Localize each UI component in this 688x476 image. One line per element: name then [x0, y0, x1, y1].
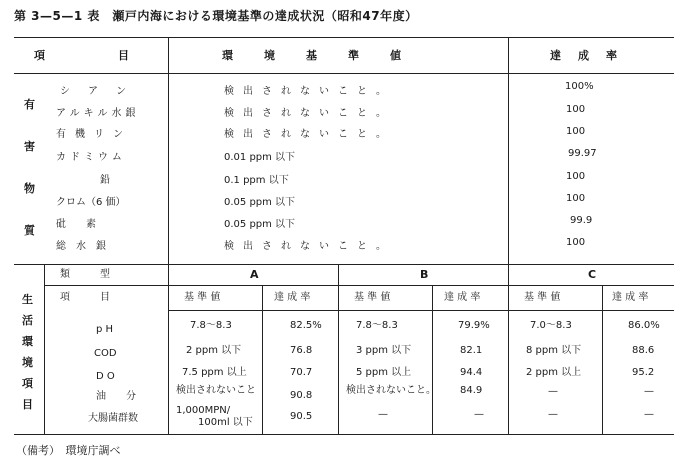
standard-header: 環 境 基 準 値 [222, 49, 404, 62]
harmful-item: クロム（6 価） [56, 197, 126, 208]
harmful-rate: 99.97 [568, 148, 597, 159]
a-standard: 1,000MPN/ [176, 405, 231, 416]
harmful-rate: 100 [566, 193, 586, 204]
type-b-rate-rule [432, 285, 433, 434]
harmful-category-label: 物 [24, 182, 35, 195]
b-standard: 検出されないこと。 [346, 385, 436, 396]
harmful-standard: 0.05 ppm 以下 [224, 197, 296, 208]
a-rate: 70.7 [290, 367, 313, 378]
living-item-label: 項 目 [60, 292, 110, 303]
harmful-item: カドミウム [56, 152, 126, 163]
a-standard: 7.5 ppm 以上 [182, 367, 247, 378]
harmful-rate: 99.9 [570, 215, 593, 226]
subheader-rule [168, 310, 674, 311]
b-standard: 7.8〜8.3 [356, 320, 398, 331]
type-c-header: C [588, 268, 600, 281]
harmful-rate: 100% [565, 81, 594, 92]
sub-standard-header: 基 準 値 [184, 292, 221, 303]
category-rule [44, 264, 45, 434]
sub-rate-header: 達 成 率 [444, 292, 481, 303]
a-rate: 76.8 [290, 345, 313, 356]
b-rate: 94.4 [460, 367, 483, 378]
c-standard: 8 ppm 以下 [526, 345, 582, 356]
sub-rate-header: 達 成 率 [274, 292, 311, 303]
table-top-rule [14, 37, 674, 38]
type-label: 類 型 [60, 269, 110, 280]
harmful-rate: 100 [566, 126, 586, 137]
harmful-item: 砒 素 [56, 219, 96, 230]
harmful-standard: 検出されないこと。 [224, 86, 395, 97]
harmful-item-rule [168, 37, 169, 264]
sub-standard-header: 基 準 値 [354, 292, 391, 303]
table-title: 第 3—5—1 表 瀬戸内海における環境基準の達成状況（昭和47年度） [14, 9, 418, 23]
b-standard: — [378, 409, 388, 420]
harmful-rate: 100 [566, 237, 586, 248]
item-header: 項 目 [34, 49, 132, 62]
harmful-rate-rule [508, 37, 509, 264]
type-a-header: A [250, 268, 262, 281]
b-rate: 82.1 [460, 345, 483, 356]
a-standard: 7.8〜8.3 [190, 320, 232, 331]
a-standard: 検出されないこと [176, 385, 256, 396]
c-rate: 95.2 [632, 367, 655, 378]
type-row-rule [44, 285, 674, 286]
type-bc-rule [508, 264, 509, 434]
header-bottom-rule [14, 73, 674, 74]
living-item: p H [96, 324, 114, 335]
sub-standard-header: 基 準 値 [524, 292, 561, 303]
living-category-label: 環 [22, 335, 33, 348]
c-standard: — [548, 409, 558, 420]
living-item-rule [168, 264, 169, 434]
c-standard: 2 ppm 以上 [526, 367, 582, 378]
type-a-rate-rule [262, 285, 263, 434]
sub-rate-header: 達 成 率 [612, 292, 649, 303]
harmful-rate: 100 [566, 171, 586, 182]
c-standard: 7.0〜8.3 [530, 320, 572, 331]
a-rate: 90.8 [290, 390, 313, 401]
type-c-rate-rule [602, 285, 603, 434]
harmful-standard: 検出されないこと。 [224, 129, 395, 140]
a-rate: 82.5% [290, 320, 322, 331]
table-bottom-rule [14, 434, 674, 435]
b-standard: 3 ppm 以下 [356, 345, 412, 356]
a-standard: 2 ppm 以下 [186, 345, 242, 356]
b-standard: 5 ppm 以上 [356, 367, 412, 378]
harmful-item: アルキル水銀 [56, 108, 140, 119]
living-item: COD [94, 348, 117, 359]
living-category-label: 活 [22, 314, 33, 327]
living-category-label: 境 [22, 356, 33, 369]
harmful-rate: 100 [566, 104, 586, 115]
living-category-label: 生 [22, 293, 33, 306]
harmful-category-label: 有 [24, 98, 35, 111]
harmful-category-label: 害 [24, 140, 35, 153]
harmful-standard: 検出されないこと。 [224, 241, 395, 252]
harmful-standard: 0.1 ppm 以下 [224, 175, 289, 186]
living-item: D O [96, 371, 115, 382]
c-rate: — [644, 386, 654, 397]
c-standard: — [548, 386, 558, 397]
b-rate: — [474, 409, 484, 420]
coliform-unit: 100ml 以下 [198, 417, 253, 428]
footnote: （備考） 環境庁調べ [16, 444, 121, 457]
type-ab-rule [338, 264, 339, 434]
harmful-standard: 0.01 ppm 以下 [224, 152, 296, 163]
c-rate: 86.0% [628, 320, 660, 331]
living-item: 大腸菌群数 [88, 413, 138, 424]
harmful-item: 鉛 [100, 175, 110, 186]
living-category-label: 項 [22, 377, 33, 390]
c-rate: 88.6 [632, 345, 655, 356]
c-rate: — [644, 409, 654, 420]
harmful-category-label: 質 [24, 224, 35, 237]
type-b-header: B [420, 268, 432, 281]
section-divider-rule [14, 264, 674, 265]
living-category-label: 目 [22, 398, 33, 411]
harmful-item: シ ア ン [60, 86, 130, 97]
harmful-item: 有機リン [56, 129, 132, 140]
b-rate: 84.9 [460, 385, 483, 396]
b-rate: 79.9% [458, 320, 490, 331]
rate-header: 達 成 率 [550, 49, 620, 62]
a-rate: 90.5 [290, 411, 313, 422]
living-item: 油 分 [96, 391, 136, 402]
harmful-standard: 検出されないこと。 [224, 108, 395, 119]
harmful-item: 総 水 銀 [56, 241, 106, 252]
harmful-standard: 0.05 ppm 以下 [224, 219, 296, 230]
